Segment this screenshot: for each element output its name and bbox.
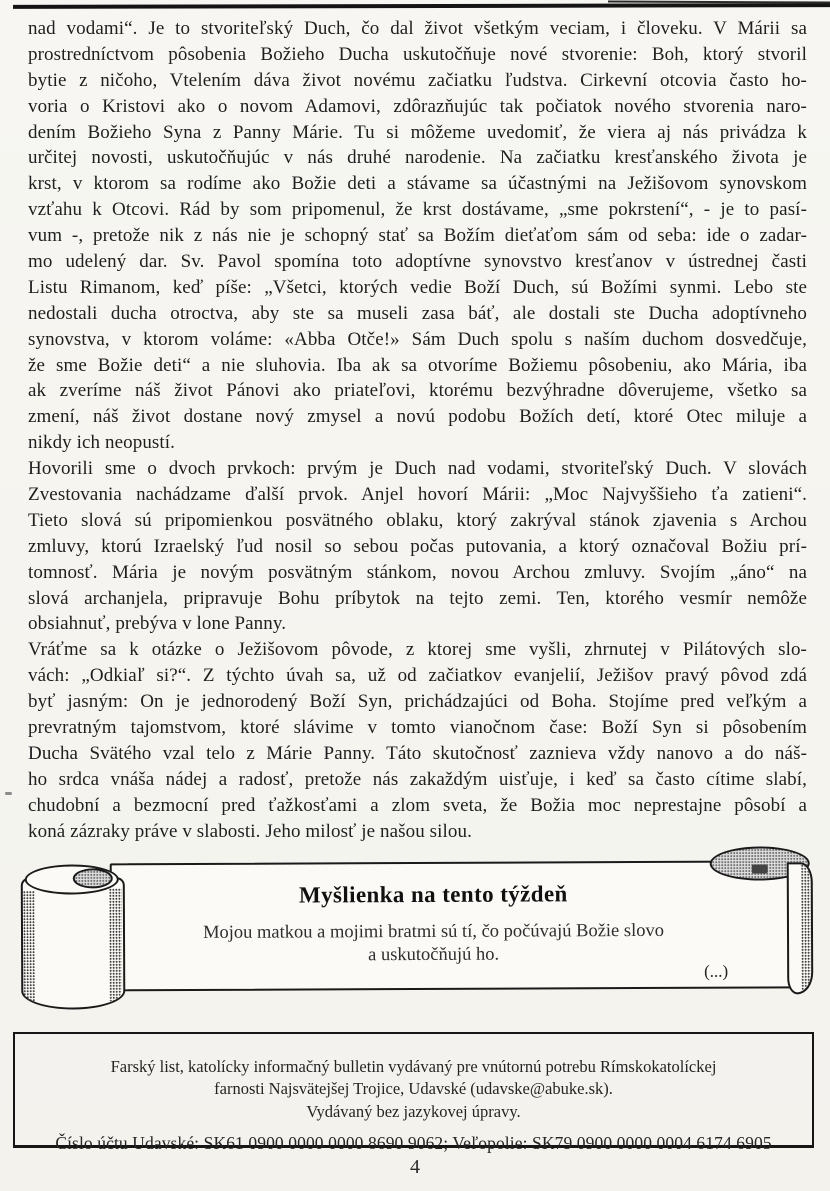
- text-line: vách: „Odkiaľ si?“. Z týchto úvah sa, už od začiatkov evanjelií, Ježišov pravý pôvod zdá: [28, 665, 807, 687]
- text-line: krst, v ktorom sa rodíme ako Božie deti a stávame sa účastnými na Ježišovom synovskom: [28, 173, 807, 195]
- imprint-accounts-line: Číslo účtu Udavské: SK61 0900 0000 0000 8690 9062; Veľopolie: SK79 0900 0000 0004 6174 6905: [55, 1133, 772, 1153]
- text-line: Hovorili sme o dvoch prvkoch: prvým je Duch nad vodami, stvoriteľský Duch. V slovách: [28, 458, 807, 480]
- text-line: určitej novosti, uskutočňujúc v nás druhé narodenie. Na začiatku kresťanského života je: [28, 147, 807, 169]
- text-line: vum -, pretože nik z nás nie je schopný stať sa Božím dieťaťom sám od seba: ide o zadar-: [28, 225, 807, 247]
- text-line: koná zázraky práve v slabosti. Jeho milosť je našou silou.: [28, 820, 472, 842]
- imprint-line: Farský list, katolícky informačný bulletin vydávaný pre vnútornú potrebu Rímskokatolíckej: [110, 1057, 717, 1076]
- imprint-box: [13, 1032, 814, 1153]
- text-line: voria o Kristovi ako o novom Adamovi, zdôrazňujúc tak počiatok nového stvorenia naro-: [28, 95, 807, 117]
- page-number: 4: [410, 1156, 420, 1178]
- text-line: Zvestovania nachádzame ďalší prvok. Anjel hovorí Márii: „Moc Najvyššieho ťa zatieni“.: [28, 484, 807, 506]
- text-line: nedostali ducha otroctva, aby ste sa museli zasa báť, ale dostali ste Ducha adoptívneho: [28, 302, 807, 324]
- text-line: chudobní a bezmocní pred ťažkosťami a zlom sveta, že Božia moc neprestajne pôsobí a: [28, 794, 807, 816]
- text-line: že sme Božie deti“ a nie sluhovia. Iba ak sa otvoríme Božiemu pôsobeniu, ako Mária, iba: [28, 354, 807, 376]
- text-line: ak zveríme náš život Pánovi ako priateľovi, ktorému bezvýhradne dôverujeme, všetko sa: [28, 380, 807, 402]
- scroll-left-roll-icon: [21, 864, 128, 1009]
- text-line: prevratným tajomstvom, ktoré slávime v tomto vianočnom čase: Boží Syn si pôsobením: [28, 717, 807, 739]
- banner-quote-line: a uskutočňujú ho.: [368, 944, 500, 966]
- text-line: zmení, náš život dostane nový zmysel a novú podobu Božích detí, ktoré Otec miluje a: [28, 406, 807, 428]
- text-line: nikdy ich neopustí.: [28, 432, 176, 454]
- banner-quote-line: Mojou matkou a mojimi bratmi sú tí, čo počúvajú Božie slovo: [203, 920, 665, 943]
- text-line: ho srdca vnáša nádej a radosť, pretože nás zakaždým uisťuje, i keď sa často cítime slabí,: [28, 768, 807, 790]
- text-line: Tieto slová sú pripomienkou posvätného oblaku, ktorý zakrýval stánok zjavenia s Archou: [28, 509, 807, 531]
- text-line: nad vodami“. Je to stvoriteľský Duch, čo dal život všetkým veciam, i človeku. V Márii sa: [28, 18, 807, 39]
- imprint-line: farnosti Najsvätejšej Trojice, Udavské (udavske@abuke.sk).: [214, 1079, 613, 1098]
- text-line: tomnosť. Mária je novým posvätným stánkom, novou Archou zmluvy. Svojím „áno“ na: [28, 561, 807, 583]
- top-divider: [13, 3, 830, 9]
- text-line: slová archanjela, pripravuje Bohu príbytok na tejto zemi. Ten, ktorého vesmír nemôže: [28, 587, 807, 609]
- banner-attribution: (...): [704, 961, 729, 981]
- scroll-ribbon-icon: [110, 860, 803, 991]
- text-line: mo udelený dar. Sv. Pavol spomína toto adoptívne synovstvo kresťanov v ústrednej časti: [28, 251, 807, 273]
- imprint-line: Vydávaný bez jazykovej úpravy.: [306, 1102, 521, 1121]
- scroll-right-roll-icon: [710, 844, 817, 998]
- article-body: [28, 16, 807, 845]
- text-line: zmluvy, ktorú Izraelský ľud nosil so sebou počas putovania, a ktorý označoval Božiu prí-: [28, 535, 807, 557]
- text-line: dením Božieho Syna z Panny Márie. Tu si môžeme uvedomiť, že viera aj nás privádza k: [28, 121, 807, 143]
- scan-speck: [5, 792, 12, 795]
- thought-banner: [14, 844, 817, 1015]
- banner-title: Myšlienka na tento týždeň: [298, 881, 568, 908]
- text-line: prostredníctvom pôsobenia Božieho Ducha uskutočňuje nové stvorenie: Boh, ktorý stvoril: [28, 43, 807, 65]
- text-line: obsiahnuť, prebýva v lone Panny.: [28, 613, 287, 635]
- text-line: Vráťme sa k otázke o Ježišovom pôvode, z ktorej sme vyšli, zhrnutej v Pilátových slo-: [28, 639, 807, 661]
- text-line: Ducha Svätého vzal telo z Márie Panny. Táto skutočnosť zaznieva vždy nanovo a do náš-: [28, 742, 807, 764]
- text-line: synovstva, v ktorom voláme: «Abba Otče!» Sám Duch spolu s naším duchom dosvedčuje,: [28, 328, 807, 350]
- text-line: Listu Rimanom, keď píše: „Všetci, ktorých vedie Boží Duch, sú Božími synmi. Lebo ste: [28, 276, 807, 298]
- text-line: bytie z ničoho, Vtelením dáva život novému začiatku ľudstva. Cirkevní otcovia často ho-: [28, 69, 807, 91]
- text-line: byť jasným: On je jednorodený Boží Syn, prichádzajúci od Boha. Stojíme pred veľkým a: [28, 691, 807, 713]
- text-line: vzťahu k Otcovi. Rád by som pripomenul, že krst dostávame, „sme pokrstení“, - je to pasí-: [28, 199, 807, 221]
